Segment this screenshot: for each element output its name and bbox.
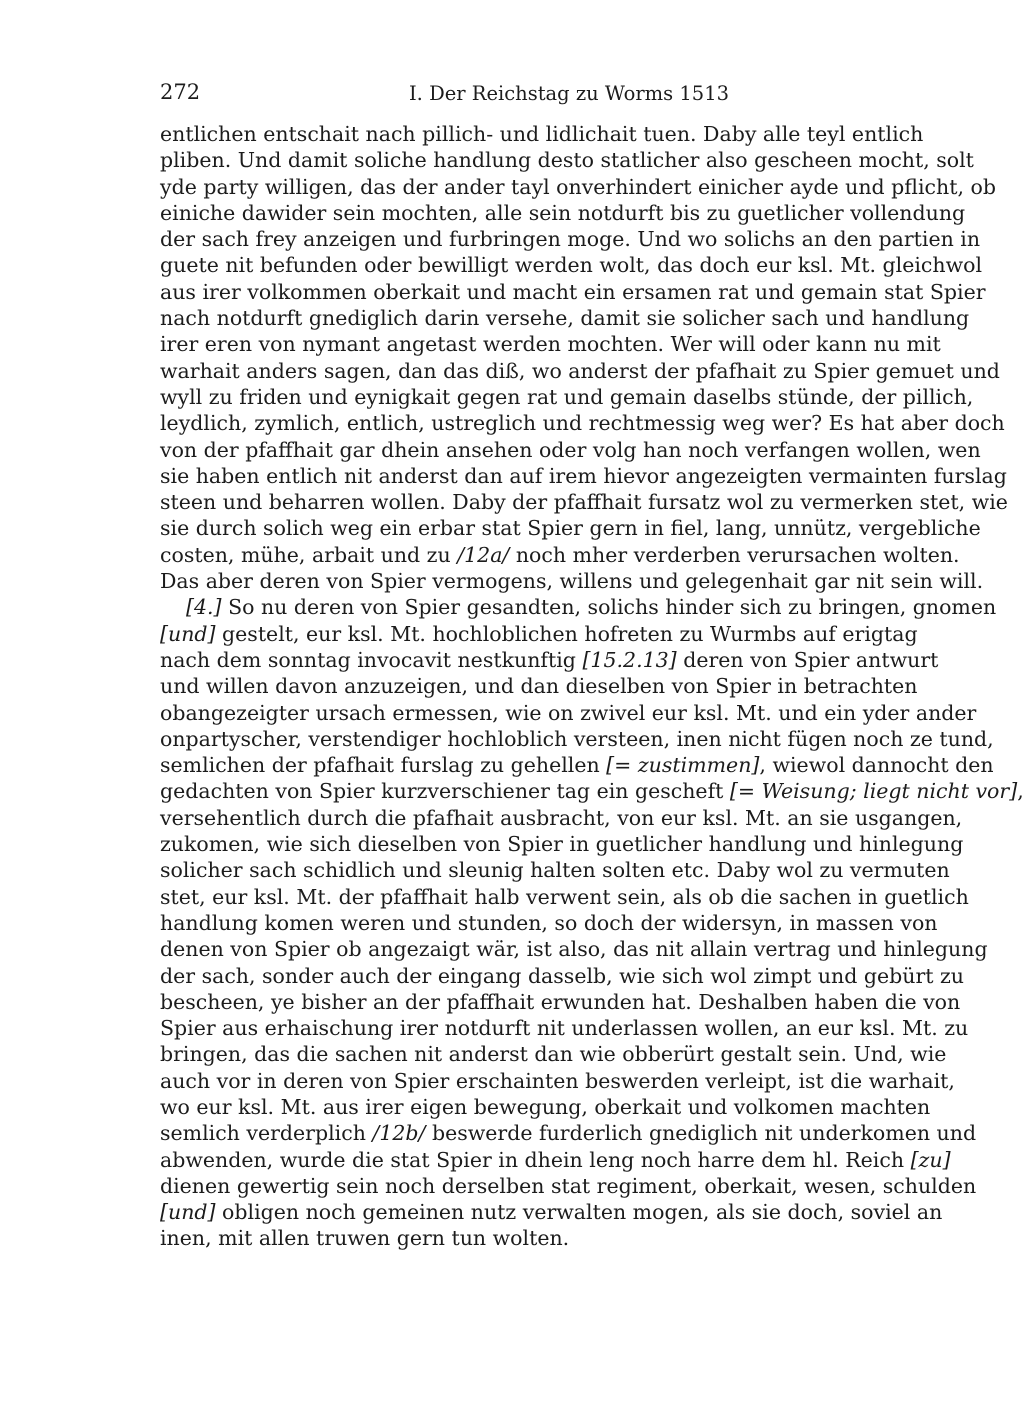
text-line (160, 1173, 977, 1199)
text-line (160, 1147, 951, 1173)
text-segment: obligen noch gemeinen nutz verwalten mogen, als sie doch, soviel an (215, 1200, 943, 1225)
text-line (160, 1068, 955, 1094)
text-line (160, 673, 918, 699)
text-segment: onpartyscher, verstendiger hochloblich versteen, inen nicht fügen noch ze tund, (160, 726, 994, 751)
text-segment: handlung komen weren und stunden, so doch der widersyn, in massen von (160, 910, 938, 935)
text-line (160, 594, 997, 620)
text-line (160, 358, 1000, 384)
text-segment: , (1017, 779, 1024, 804)
text-segment: Das aber deren von Spier vermogens, willens und gelegenhait gar nit sein will. (160, 569, 984, 594)
text-segment: warhait anders sagen, dan das diß, wo anderst der pfafhait zu Spier gemuet und (160, 358, 1000, 383)
text-segment: irer eren von nymant angetast werden mochten. Wer will oder kann nu mit (160, 332, 941, 357)
text-segment: auch vor in deren von Spier erschainten beswerden verleipt, ist die warhait, (160, 1068, 955, 1093)
text-segment: yde party willigen, das der ander tayl onverhindert einicher ayde und pflicht, ob (160, 174, 996, 199)
text-segment: bescheen, ye bisher an der pfaffhait erwunden hat. Deshalben haben die von (160, 989, 961, 1014)
text-line (160, 226, 981, 252)
editorial-annotation: [und] (160, 1200, 216, 1225)
editorial-annotation: [15.2.13] (582, 647, 677, 672)
running-title: I. Der Reichstag zu Worms 1513 (408, 82, 730, 105)
text-segment: solicher sach schidlich und sleunig halten solten etc. Daby wol zu vermuten (160, 858, 950, 883)
text-segment: nach notdurft gnediglich darin versehe, damit sie solicher sach und handlung (160, 306, 970, 331)
text-line (160, 1199, 943, 1225)
text-segment: semlich verderplich (160, 1121, 373, 1146)
text-segment: beswerde furderlich gnediglich nit underkomen und (425, 1121, 977, 1146)
text-segment: So nu deren von Spier gesandten, solichs hinder sich zu bringen, gnomen (221, 595, 997, 620)
editorial-annotation: [= zustimmen] (606, 753, 760, 778)
text-segment: der sach, sonder auch der eingang dasselb, wie sich wol zimpt und gebürt zu (160, 963, 965, 988)
text-line (160, 857, 950, 883)
text-line (160, 989, 961, 1015)
text-line (160, 1094, 931, 1120)
text-line (160, 778, 1024, 804)
text-segment: der sach frey anzeigen und furbringen moge. Und wo solichs an den partien in (160, 227, 981, 252)
text-line (160, 147, 974, 173)
text-line (160, 305, 970, 331)
text-line (160, 331, 941, 357)
text-segment: zukomen, wie sich dieselben von Spier in guetlicher handlung und hinlegung (160, 832, 964, 857)
text-line (160, 489, 1008, 515)
editorial-annotation: /12b/ (372, 1121, 426, 1146)
text-segment: dienen gewertig sein noch derselben stat regiment, oberkait, wesen, schulden (160, 1173, 977, 1198)
text-line (160, 831, 964, 857)
text-segment: noch mher verderben verursachen wolten. (509, 542, 960, 567)
body-text (160, 121, 1024, 1252)
text-segment: deren von Spier antwurt (676, 647, 939, 672)
editorial-annotation: [4.] (186, 595, 222, 620)
text-segment: Spier aus erhaischung irer notdurft nit underlassen wollen, an eur ksl. Mt. zu (160, 1016, 969, 1041)
text-segment: sie durch solich weg ein erbar stat Spier gern in fiel, lang, unnütz, vergebliche (160, 516, 981, 541)
editorial-annotation: [= Weisung; liegt nicht vor] (729, 779, 1018, 804)
text-line (160, 1041, 947, 1067)
text-segment: und willen davon anzuzeigen, und dan dieselben von Spier in betrachten (160, 674, 918, 699)
text-line (160, 726, 994, 752)
text-line (160, 910, 938, 936)
text-line (160, 542, 960, 568)
text-segment: pliben. Und damit soliche handlung desto statlicher also gescheen mocht, solt (160, 148, 974, 173)
editorial-annotation: [zu] (910, 1147, 951, 1172)
text-segment: steen und beharren wollen. Daby der pfaffhait fursatz wol zu vermerken stet, wie (160, 490, 1008, 515)
text-line (160, 121, 924, 147)
text-line (160, 384, 974, 410)
text-line (160, 279, 986, 305)
text-line (160, 621, 918, 647)
text-line (160, 515, 981, 541)
text-segment: stet, eur ksl. Mt. der pfaffhait halb verwent sein, als ob die sachen in guetlich (160, 884, 969, 909)
text-line (160, 200, 966, 226)
text-line (160, 1015, 969, 1041)
text-line (160, 647, 939, 673)
text-segment: inen, mit allen truwen gern tun wolten. (160, 1226, 570, 1251)
text-segment: gestelt, eur ksl. Mt. hochloblichen hofreten zu Wurmbs auf erigtag (215, 621, 918, 646)
text-segment: versehentlich durch die pfafhait ausbracht, von eur ksl. Mt. an sie usgangen, (160, 805, 963, 830)
text-line (160, 963, 965, 989)
text-segment: semlichen der pfafhait furslag zu gehellen (160, 753, 607, 778)
text-segment: costen, mühe, arbait und zu (160, 542, 458, 567)
text-line (160, 884, 969, 910)
text-line (160, 752, 994, 778)
text-line (160, 174, 996, 200)
text-line (160, 805, 963, 831)
text-segment: sie haben entlich nit anderst dan auf irem hievor angezeigten vermainten furslag (160, 463, 1007, 488)
editorial-annotation: /12a/ (457, 542, 510, 567)
text-segment: wo eur ksl. Mt. aus irer eigen bewegung, oberkait und volkomen machten (160, 1094, 931, 1119)
page-header (160, 80, 910, 108)
text-line (160, 568, 984, 594)
text-segment: obangezeigter ursach ermessen, wie on zwivel eur ksl. Mt. und ein yder ander (160, 700, 977, 725)
text-line (160, 700, 977, 726)
text-segment: abwenden, wurde die stat Spier in dhein leng noch harre dem hl. Reich (160, 1147, 911, 1172)
text-line (160, 1225, 910, 1251)
text-line (160, 437, 981, 463)
text-segment: gedachten von Spier kurzverschiener tag ein gescheft (160, 779, 730, 804)
text-segment: entlichen entschait nach pillich- und lidlichait tuen. Daby alle teyl entlich (160, 122, 924, 146)
text-line (160, 1120, 977, 1146)
text-line (160, 936, 988, 962)
text-segment: aus irer volkommen oberkait und macht ein ersamen rat und gemain stat Spier (160, 279, 986, 304)
text-segment: , wiewol dannocht den (759, 753, 994, 778)
text-segment: wyll zu friden und eynigkait gegen rat und gemain daselbs stünde, der pillich, (160, 384, 974, 409)
editorial-annotation: [und] (160, 621, 216, 646)
text-segment: leydlich, zymlich, entlich, ustreglich und rechtmessig weg wer? Es hat aber doch (160, 411, 1005, 436)
text-line (160, 252, 983, 278)
text-line (160, 463, 1007, 489)
page-number: 272 (160, 80, 201, 104)
text-segment: bringen, das die sachen nit anderst dan wie obberürt gestalt sein. Und, wie (160, 1042, 947, 1067)
text-segment: guete nit befunden oder bewilligt werden wolt, das doch eur ksl. Mt. gleichwol (160, 253, 983, 278)
text-segment: denen von Spier ob angezaigt wär, ist also, das nit allain vertrag und hinlegung (160, 937, 988, 962)
text-segment: nach dem sonntag invocavit nestkunftig (160, 647, 583, 672)
text-segment: von der pfaffhait gar dhein ansehen oder volg han noch verfangen wollen, wen (160, 437, 981, 462)
text-line (160, 410, 1005, 436)
text-segment: einiche dawider sein mochten, alle sein notdurft bis zu guetlicher vollendung (160, 200, 966, 225)
